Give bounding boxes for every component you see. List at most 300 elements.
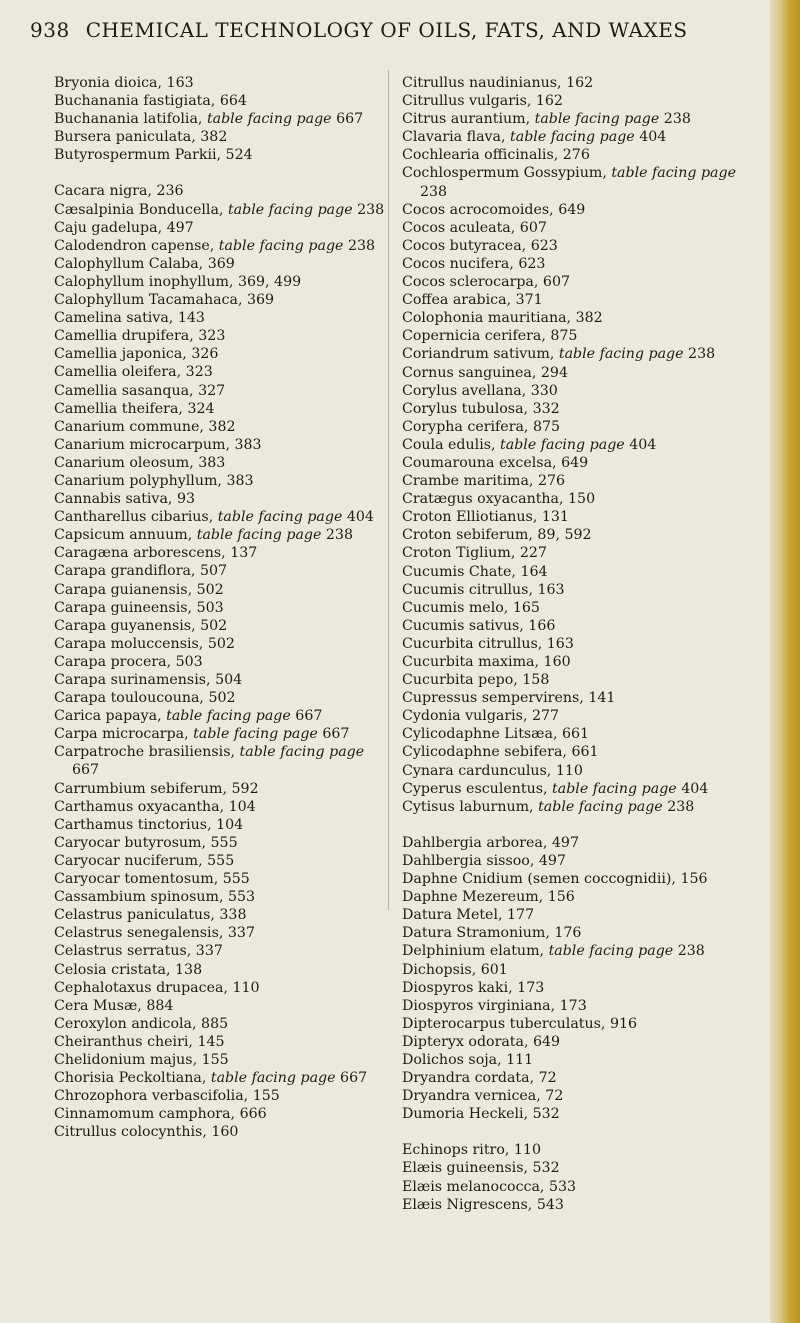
index-entry	[402, 327, 737, 345]
index-entry	[402, 436, 737, 454]
entry-page-ref: 383	[226, 472, 254, 489]
entry-name: Cupressus sempervirens,	[402, 690, 584, 707]
entry-name: Croton Elliotianus,	[402, 509, 538, 526]
index-entry	[402, 1196, 737, 1214]
entry-page-ref: 497	[166, 219, 194, 236]
index-entry	[402, 164, 737, 200]
index-entry	[54, 309, 389, 327]
index-entry	[54, 743, 389, 779]
index-entry	[54, 653, 389, 671]
index-entry	[402, 635, 737, 653]
entry-name: Croton sebiferum,	[402, 527, 533, 544]
index-entry	[54, 363, 389, 381]
entry-page-ref: 382	[208, 418, 236, 435]
entry-name: Camellia drupifera,	[54, 328, 194, 345]
entry-name: Carapa moluccensis,	[54, 635, 204, 652]
entry-name: Cinnamomum camphora,	[54, 1106, 236, 1123]
entry-page-ref: 160	[543, 654, 571, 670]
entry-page-ref: 238	[677, 943, 705, 960]
entry-page-ref: 337	[195, 943, 223, 960]
entry-page-ref: 382	[575, 310, 603, 327]
index-entry	[54, 327, 389, 345]
entry-name: Carapa guianensis,	[54, 581, 193, 598]
index-entry	[54, 345, 389, 363]
entry-page-ref: 238	[688, 346, 716, 363]
entry-page-ref: 916	[609, 1015, 638, 1032]
entry-page-ref: 404	[629, 436, 657, 453]
entry-name: Cucurbita citrullus,	[402, 635, 543, 652]
index-entry	[54, 635, 389, 653]
entry-name: Cacara nigra,	[54, 183, 152, 200]
entry-name: Cratægus oxyacantha,	[402, 491, 564, 508]
index-entry	[54, 74, 389, 92]
entry-name: Delphinium elatum,	[402, 943, 545, 960]
index-entry	[54, 526, 389, 544]
entry-page-ref: 137	[230, 545, 258, 562]
index-entry	[402, 382, 737, 400]
entry-name: Chrozophora verbascifolia,	[54, 1088, 249, 1105]
entry-page-ref: 173	[559, 997, 587, 1014]
entry-name: Butyrospermum Parkii,	[54, 147, 222, 164]
index-entry	[54, 400, 389, 418]
index-entry	[402, 834, 737, 852]
index-entry	[402, 309, 737, 327]
entry-page-ref: 158	[522, 672, 550, 689]
entry-name: Dahlbergia sissoo,	[402, 852, 535, 869]
index-entry	[54, 146, 389, 164]
entry-page-ref: 532	[532, 1160, 560, 1177]
entry-page-ref: 607	[542, 274, 571, 291]
entry-page-ref: 141	[588, 690, 616, 707]
entry-name: Citrullus vulgaris,	[402, 93, 532, 110]
index-entry	[402, 201, 737, 219]
entry-page-ref: 337	[227, 925, 255, 942]
index-entry	[54, 544, 389, 562]
entry-name: Cassambium spinosum,	[54, 889, 224, 906]
entry-page-ref: 165	[512, 599, 540, 616]
entry-page-ref: 524	[225, 147, 253, 164]
index-entry	[54, 508, 389, 526]
entry-page-ref: 164	[520, 563, 548, 580]
entry-name: Cephalotaxus drupacea,	[54, 979, 228, 996]
index-entry	[402, 671, 737, 689]
entry-page-ref: 176	[554, 925, 582, 942]
entry-name: Camellia japonica,	[54, 346, 187, 363]
index-entry	[54, 490, 389, 508]
entry-page-ref: 661	[571, 744, 599, 761]
entry-page-ref: 145	[197, 1033, 225, 1050]
entry-page-ref: 160	[211, 1124, 239, 1141]
entry-name: Buchanania fastigiata,	[54, 93, 216, 110]
entry-name: Dichopsis,	[402, 961, 477, 978]
entry-name: Colophonia mauritiana,	[402, 310, 572, 327]
entry-name: Camellia oleifera,	[54, 364, 182, 381]
entry-name: Coumarouna excelsa,	[402, 454, 557, 471]
index-entry	[54, 979, 389, 997]
entry-page-ref: 163	[546, 635, 574, 652]
index-entry	[402, 1051, 737, 1069]
entry-name: Citrullus colocynthis,	[54, 1124, 207, 1141]
entry-page-ref: 623	[530, 237, 558, 254]
entry-note: table facing page	[239, 744, 365, 761]
index-entry	[54, 942, 389, 960]
index-entry	[402, 762, 737, 780]
entry-name: Echinops ritro,	[402, 1142, 510, 1159]
index-entry	[54, 689, 389, 707]
entry-name: Canarium commune,	[54, 418, 204, 435]
entry-page-ref: 93	[176, 491, 195, 508]
entry-page-ref: 155	[201, 1051, 229, 1068]
entry-name: Calophyllum inophyllum,	[54, 273, 234, 290]
entry-name: Carpa microcarpa,	[54, 726, 189, 743]
entry-note: table facing page	[548, 943, 674, 960]
entry-page-ref: 592	[231, 780, 259, 797]
index-entry	[402, 255, 737, 273]
entry-page-ref: 667	[72, 762, 100, 779]
entry-page-ref: 649	[533, 1033, 561, 1050]
entry-page-ref: 162	[535, 93, 563, 110]
entry-page-ref: 667	[295, 708, 323, 725]
entry-page-ref: 72	[545, 1088, 564, 1105]
index-entry	[54, 128, 389, 146]
entry-name: Dipteryx odorata,	[402, 1033, 529, 1050]
entry-name: Cylicodaphne sebifera,	[402, 744, 567, 761]
entry-page-ref: 661	[562, 726, 590, 743]
page-number: 938	[30, 18, 70, 42]
index-entry	[402, 599, 737, 617]
entry-name: Calophyllum Tacamahaca,	[54, 292, 243, 309]
entry-name: Coriandrum sativum,	[402, 346, 555, 363]
entry-page-ref: 163	[166, 75, 194, 91]
entry-page-ref: 507	[199, 563, 228, 580]
entry-name: Cucumis Chate,	[402, 563, 516, 580]
entry-name: Diospyros kaki,	[402, 979, 513, 996]
entry-page-ref: 553	[227, 889, 256, 906]
entry-page-ref: 667	[322, 726, 350, 743]
entry-page-ref: 277	[532, 708, 560, 725]
index-entry	[402, 780, 737, 798]
entry-name: Celastrus serratus,	[54, 943, 192, 960]
index-entry	[402, 110, 737, 128]
index-entry	[54, 382, 389, 400]
entry-page-ref: 104	[228, 798, 256, 815]
entry-page-ref: 371	[515, 292, 543, 309]
entry-page-ref: 502	[207, 635, 235, 652]
entry-page-ref: 173	[517, 979, 545, 996]
entry-name: Celosia cristata,	[54, 961, 171, 978]
index-entry	[54, 1105, 389, 1123]
entry-page-ref: 497	[551, 834, 579, 851]
entry-note: table facing page	[611, 165, 736, 182]
entry-name: Chorisia Peckoltiana,	[54, 1070, 207, 1087]
entry-name: Cocos butyracea,	[402, 237, 527, 254]
index-entry	[402, 870, 737, 888]
entry-name: Cochlearia officinalis,	[402, 147, 559, 164]
page-edge-binding	[770, 0, 800, 1323]
entry-page-ref: 327	[198, 382, 226, 399]
index-entry	[54, 454, 389, 472]
entry-page-ref: 502	[196, 581, 224, 598]
index-entry	[402, 490, 737, 508]
entry-name: Dipterocarpus tuberculatus,	[402, 1015, 606, 1032]
entry-page-ref: 323	[198, 328, 226, 345]
entry-note: table facing page	[558, 346, 684, 363]
entry-name: Cæsalpinia Bonducella,	[54, 201, 224, 218]
entry-page-ref: 163	[537, 581, 565, 598]
entry-page-ref: 138	[175, 961, 203, 978]
index-entry	[54, 798, 389, 816]
entry-page-ref: 236	[156, 183, 184, 200]
entry-page-ref: 338	[219, 907, 247, 924]
index-entry	[402, 472, 737, 490]
entry-page-ref: 89, 592	[537, 527, 592, 544]
index-entry	[402, 1015, 737, 1033]
entry-name: Buchanania latifolia,	[54, 111, 203, 128]
entry-page-ref: 667	[340, 1070, 368, 1087]
index-entry	[54, 562, 389, 580]
index-entry	[54, 219, 389, 237]
entry-name: Carica papaya,	[54, 708, 162, 725]
index-entry	[54, 182, 389, 200]
entry-page-ref: 276	[562, 147, 590, 164]
index-entry	[402, 689, 737, 707]
entry-name: Cornus sanguinea,	[402, 364, 537, 381]
index-entry	[54, 671, 389, 689]
entry-name: Dryandra vernicea,	[402, 1088, 541, 1105]
entry-page-ref: 326	[191, 346, 219, 363]
entry-name: Croton Tiglium,	[402, 545, 516, 562]
entry-name: Cucurbita pepo,	[402, 672, 518, 689]
entry-note: table facing page	[193, 726, 318, 743]
entry-name: Carapa guineensis,	[54, 599, 193, 616]
index-entry	[402, 707, 737, 725]
entry-page-ref: 323	[185, 364, 213, 381]
entry-name: Dryandra cordata,	[402, 1070, 535, 1087]
entry-note: table facing page	[196, 527, 322, 544]
entry-name: Caragæna arborescens,	[54, 545, 226, 562]
entry-page-ref: 543	[536, 1196, 564, 1213]
index-entry	[54, 834, 389, 852]
entry-name: Corypha cerifera,	[402, 418, 529, 435]
entry-page-ref: 227	[519, 545, 547, 562]
entry-name: Coula edulis,	[402, 436, 496, 453]
entry-name: Bursera paniculata,	[54, 129, 196, 146]
entry-name: Carthamus tinctorius,	[54, 816, 212, 833]
index-entry	[54, 599, 389, 617]
index-entry	[402, 1033, 737, 1051]
index-entry	[402, 617, 737, 635]
index-entry	[402, 563, 737, 581]
entry-page-ref: 369	[207, 255, 235, 272]
entry-name: Cocos nucifera,	[402, 255, 514, 272]
entry-page-ref: 110	[232, 979, 260, 996]
entry-name: Elæis Nigrescens,	[402, 1196, 533, 1213]
entry-name: Cucumis melo,	[402, 599, 509, 616]
entry-name: Coffea arabica,	[402, 292, 512, 309]
entry-page-ref: 332	[532, 400, 560, 417]
entry-name: Crambe maritima,	[402, 473, 534, 490]
entry-page-ref: 177	[507, 907, 535, 924]
index-entry	[402, 364, 737, 382]
entry-note: table facing page	[206, 111, 332, 128]
index-entry	[402, 418, 737, 436]
entry-page-ref: 330	[530, 382, 558, 399]
index-entry	[402, 906, 737, 924]
entry-page-ref: 666	[239, 1106, 267, 1123]
index-entry	[54, 1069, 389, 1087]
index-entry	[402, 1159, 737, 1177]
index-entry	[402, 924, 737, 942]
entry-name: Cucumis sativus,	[402, 617, 524, 634]
entry-name: Canarium polyphyllum,	[54, 472, 222, 489]
entry-name: Citrus aurantium,	[402, 111, 531, 128]
entry-name: Camellia sasanqua,	[54, 382, 194, 399]
entry-name: Elæis guineensis,	[402, 1160, 528, 1177]
entry-name: Citrullus naudinianus,	[402, 75, 562, 91]
entry-page-ref: 294	[540, 364, 568, 381]
entry-page-ref: 72	[538, 1070, 557, 1087]
entry-page-ref: 156	[680, 871, 708, 888]
entry-name: Cydonia vulgaris,	[402, 708, 528, 725]
entry-name: Capsicum annuum,	[54, 527, 193, 544]
index-entry	[54, 1051, 389, 1069]
index-entry	[402, 400, 737, 418]
index-entry	[54, 852, 389, 870]
entry-name: Calodendron capense,	[54, 237, 215, 254]
index-entry	[54, 237, 389, 255]
entry-name: Elæis melanococca,	[402, 1178, 545, 1195]
index-column-right	[402, 74, 737, 1214]
entry-page-ref: 649	[558, 201, 586, 218]
entry-name: Carapa guyanensis,	[54, 617, 196, 634]
index-entry	[402, 653, 737, 671]
entry-name: Cocos acrocomoides,	[402, 201, 554, 218]
entry-page-ref: 383	[234, 436, 262, 453]
entry-note: table facing page	[227, 201, 353, 218]
entry-name: Carapa surinamensis,	[54, 672, 211, 688]
entry-page-ref: 166	[528, 617, 556, 634]
entry-name: Ceroxylon andicola,	[54, 1015, 197, 1032]
entry-note: table facing page	[538, 798, 663, 815]
entry-name: Camellia theifera,	[54, 400, 183, 417]
index-entry	[54, 924, 389, 942]
index-entry	[54, 110, 389, 128]
index-entry	[402, 581, 737, 599]
entry-page-ref: 664	[219, 93, 247, 110]
entry-name: Cucumis citrullus,	[402, 581, 533, 598]
index-entry	[402, 219, 737, 237]
entry-name: Diospyros virginiana,	[402, 997, 556, 1014]
entry-note: table facing page	[534, 111, 660, 128]
entry-name: Cannabis sativa,	[54, 491, 173, 508]
entry-name: Chelidonium majus,	[54, 1051, 198, 1068]
entry-name: Carapa grandiflora,	[54, 563, 196, 580]
entry-name: Datura Stramonium,	[402, 925, 550, 942]
entry-page-ref: 502	[208, 690, 236, 707]
entry-page-ref: 623	[518, 255, 546, 272]
entry-name: Corylus avellana,	[402, 382, 527, 399]
entry-name: Copernicia cerifera,	[402, 328, 546, 345]
entry-page-ref: 276	[537, 473, 566, 490]
entry-page-ref: 110	[555, 762, 583, 779]
index-entry	[54, 273, 389, 291]
index-entry	[54, 888, 389, 906]
entry-page-ref: 667	[336, 111, 364, 128]
entry-page-ref: 238	[420, 183, 448, 200]
index-entry	[54, 472, 389, 490]
index-entry	[402, 961, 737, 979]
entry-name: Cocos aculeata,	[402, 219, 516, 236]
index-entry	[402, 273, 737, 291]
index-entry	[54, 780, 389, 798]
running-title: CHEMICAL TECHNOLOGY OF OILS, FATS, AND WAXES	[85, 18, 688, 42]
index-entry	[402, 942, 737, 960]
entry-page-ref: 503	[175, 653, 203, 670]
entry-name: Carapa touloucouna,	[54, 690, 204, 707]
entry-page-ref: 875	[532, 418, 561, 435]
entry-note: table facing page	[510, 129, 635, 146]
entry-name: Clavaria flava,	[402, 129, 506, 146]
entry-name: Caryocar nuciferum,	[54, 852, 203, 869]
entry-name: Cocos sclerocarpa,	[402, 274, 539, 291]
entry-page-ref: 111	[506, 1051, 534, 1068]
entry-page-ref: 885	[201, 1015, 229, 1032]
index-entry	[54, 255, 389, 273]
index-entry	[402, 345, 737, 363]
index-entry	[402, 128, 737, 146]
index-entry	[402, 979, 737, 997]
entry-name: Canarium oleosum,	[54, 454, 194, 471]
index-entry	[54, 725, 389, 743]
entry-page-ref: 497	[538, 852, 566, 869]
entry-note: table facing page	[210, 1070, 336, 1087]
entry-name: Carthamus oxyacantha,	[54, 798, 225, 815]
entry-page-ref: 875	[550, 328, 578, 345]
entry-page-ref: 502	[200, 617, 228, 634]
index-entry	[402, 508, 737, 526]
index-entry	[54, 870, 389, 888]
entry-name: Caryocar butyrosum,	[54, 834, 206, 851]
index-entry	[402, 1178, 737, 1196]
entry-note: table facing page	[552, 780, 677, 797]
entry-page-ref: 238	[667, 798, 695, 815]
entry-name: Carrumbium sebiferum,	[54, 780, 228, 797]
entry-name: Carapa procera,	[54, 653, 172, 670]
entry-page-ref: 369, 499	[237, 273, 302, 290]
index-entry	[54, 436, 389, 454]
index-entry	[402, 743, 737, 761]
index-entry	[54, 1123, 389, 1141]
entry-name: Cheiranthus cheiri,	[54, 1033, 193, 1050]
index-entry	[402, 725, 737, 743]
entry-name: Camelina sativa,	[54, 310, 174, 327]
entry-name: Dumoria Heckeli,	[402, 1106, 529, 1123]
index-entry	[402, 888, 737, 906]
index-entry	[54, 1033, 389, 1051]
entry-page-ref: 238	[663, 111, 691, 128]
entry-page-ref: 601	[480, 961, 508, 978]
entry-name: Cyperus esculentus,	[402, 780, 548, 797]
index-entry	[54, 816, 389, 834]
index-entry	[54, 707, 389, 725]
index-entry	[402, 237, 737, 255]
index-column-left	[54, 74, 389, 1141]
entry-note: table facing page	[166, 708, 291, 725]
entry-page-ref: 369	[246, 292, 275, 309]
entry-page-ref: 156	[547, 889, 575, 906]
entry-name: Celastrus paniculatus,	[54, 907, 215, 924]
entry-name: Dolichos soja,	[402, 1051, 502, 1068]
